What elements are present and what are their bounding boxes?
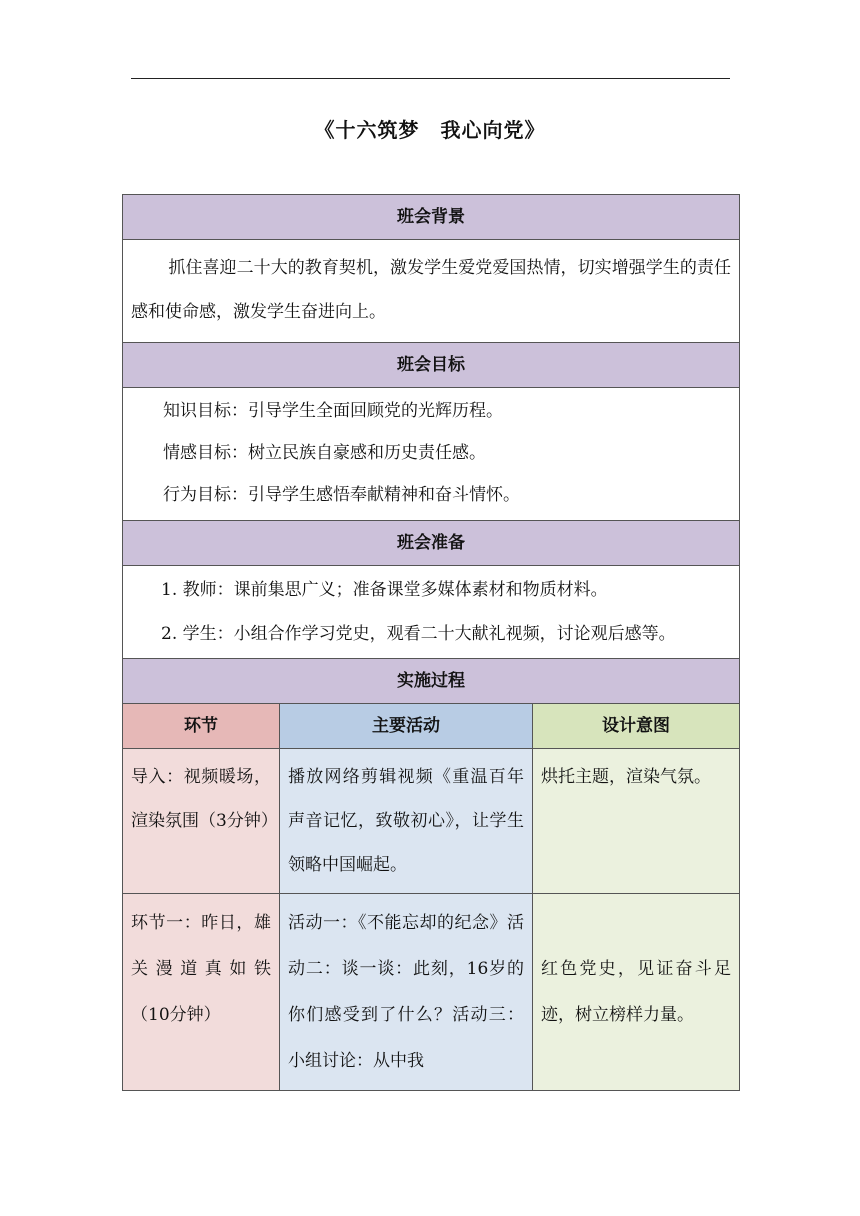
column-header-intent: 设计意图 — [533, 704, 740, 749]
background-text: 抓住喜迎二十大的教育契机，激发学生爱党爱国热情，切实增强学生的责任感和使命感，激发学生奋进向上。 — [131, 258, 731, 322]
column-header-activity: 主要活动 — [280, 704, 533, 749]
section-header-goals — [123, 343, 740, 388]
table-row — [123, 749, 740, 894]
background-row — [123, 240, 740, 343]
preparation-heading: 班会准备 — [123, 521, 740, 566]
intent-cell: 烘托主题，渲染气氛。 — [533, 749, 740, 894]
stage-cell: 导入：视频暖场，渲染氛围（3分钟） — [123, 749, 280, 894]
preparation-row — [123, 566, 740, 659]
section-header-background — [123, 195, 740, 240]
document-title: 《十六筑梦 我心向党》 — [314, 118, 546, 142]
column-header-stage: 环节 — [123, 704, 280, 749]
section-header-process — [123, 659, 740, 704]
goals-heading: 班会目标 — [123, 343, 740, 388]
table-row — [123, 894, 740, 1091]
activity-cell: 活动一：《不能忘却的纪念》活动二：谈一谈：此刻，16岁的你们感受到了什么？活动三：小组讨论：从中我 — [280, 894, 533, 1091]
intent-cell: 红色党史，见证奋斗足迹，树立榜样力量。 — [533, 894, 740, 1091]
goal-emotion: 情感目标：树立民族自豪感和历史责任感。 — [163, 443, 486, 463]
prep-student: 2. 学生：小组合作学习党史，观看二十大献礼视频，讨论观后感等。 — [161, 624, 676, 644]
goal-knowledge: 知识目标：引导学生全面回顾党的光辉历程。 — [163, 401, 503, 421]
process-heading: 实施过程 — [123, 659, 740, 704]
goal-behavior: 行为目标：引导学生感悟奉献精神和奋斗情怀。 — [163, 485, 520, 505]
process-column-headers — [123, 704, 740, 749]
background-heading: 班会背景 — [123, 195, 740, 240]
prep-teacher: 1. 教师：课前集思广义；准备课堂多媒体素材和物质材料。 — [161, 580, 608, 600]
goals-row — [123, 388, 740, 521]
stage-cell: 环节一：昨日，雄关漫道真如铁（10分钟） — [123, 894, 280, 1091]
activity-cell: 播放网络剪辑视频《重温百年声音记忆，致敬初心》，让学生领略中国崛起。 — [280, 749, 533, 894]
header-rule — [131, 78, 730, 79]
class-meeting-plan-table — [122, 194, 740, 1091]
section-header-preparation — [123, 521, 740, 566]
